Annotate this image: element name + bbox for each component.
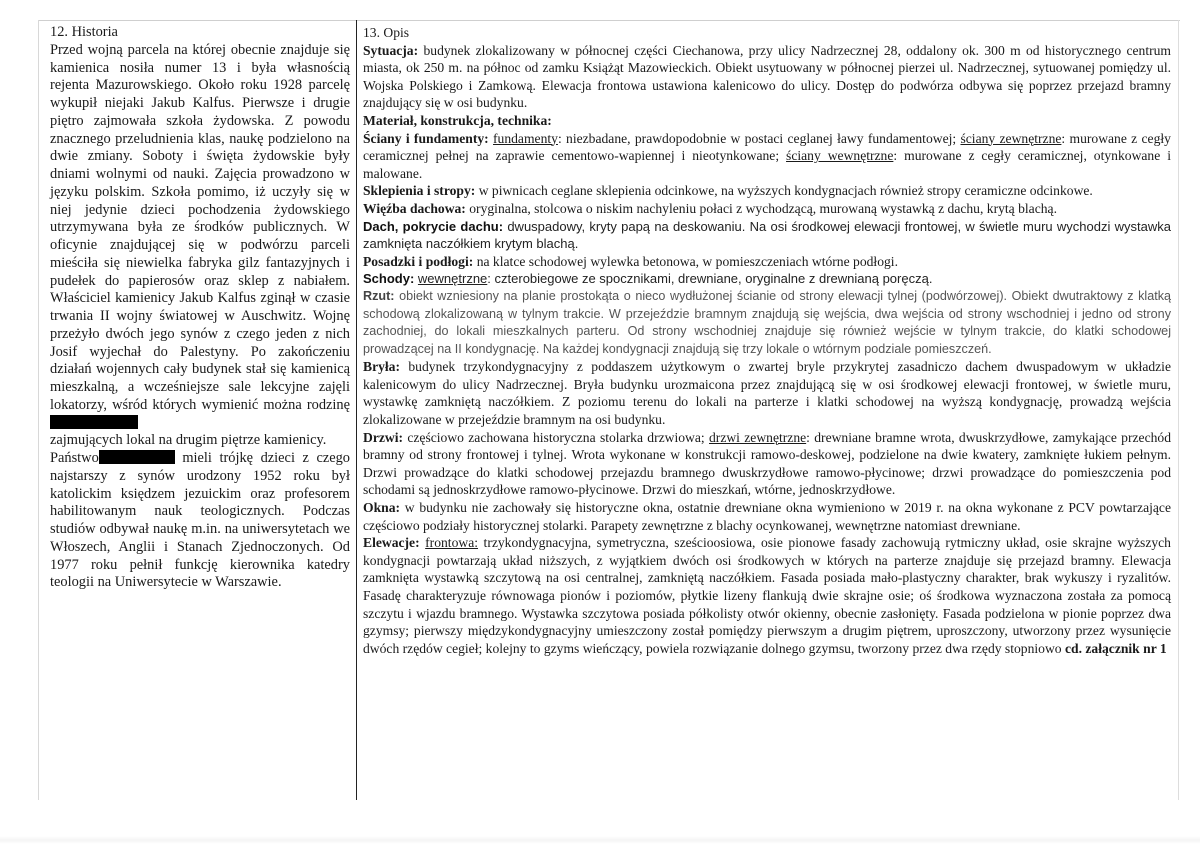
label-sklepienia: Sklepienia i stropy: (363, 183, 476, 199)
text-wiezba: oryginalna, stolcowa o niskim nachyleniu połaci z wychodzącą, murowaną wystawką z dachu, krytą blachą. (469, 200, 1057, 216)
redaction-block (99, 450, 175, 464)
page-frame-right (1178, 20, 1179, 800)
underline-drzwi: drzwi zewnętrzne (709, 429, 807, 445)
section-sciany (363, 130, 1171, 183)
section-bryla (363, 358, 1171, 428)
underline-elewacje: frontowa: (425, 535, 479, 551)
text-drzwi-a: częściowo zachowana historyczna stolarka drzwiowa; (407, 429, 705, 445)
description-column (363, 24, 1171, 657)
text-drzwi-b: : drewniane bramne wrota, dwuskrzydłowe, zamykające przechód bramny od strony frontowej i tylnej. Wrota wykonane w konstrukcji ramowo-deskowej, podzielone na dwie kwatery, zamknięte łukiem pełnym. Drzwi prowadzące do klatki schodowej przejazdu bramnego dwuskrzydłowe ramowo-płycinowe; drzwi prowadzące do pomieszczenia pod schodami są jednoskrzydłowe ramowo-płycinowe. Drzwi do mieszkań, wtórne, jednoskrzydłowe. (363, 429, 1171, 498)
history-paragraph-2: zajmujących lokal na drugim piętrze kamienicy. (50, 432, 327, 449)
section-rzut (363, 288, 1171, 358)
column-divider (356, 20, 357, 800)
text-sytuacja: budynek zlokalizowany w północnej części Ciechanowa, przy ulicy Nadrzecznej 28, oddalony ok. 300 m od historycznego centrum miasta, ok 250 m. na północ od zamku Książąt Mazowieckich. Obiekt usytuowany w północnej pierzei ul. Nadrzecznej, sytuowanej pomiędzy ul. Wojska Polskiego i Zamkową. Elewacja frontowa ustawiona kalenicowo do ulicy. Dostęp do podwórza odbywa się poprzez przejazd bramny znajdujący się w osi budynku. (363, 42, 1171, 111)
text-elewacje: trzykondygnacyjna, symetryczna, sześcioosiowa, osie pionowe fasady zachowują rytmiczny układ, osie skrajne wyższych kondygnacji powtarzają układ niższych, z wyjątkiem dwóch osi środkowych w których na parterze znajduje się przejazd bramny. Elewacja zamknięta wystawką szczytową na osi centralnej, zamkniętą naczółkiem. Fasada posiada mało-plastyczny charakter, brak wykuszy i ryzalitów. Fasadę charakteryzuje równowaga pionów i poziomów, płytkie lizeny flankują dwie skrajne osie; oś środkowa wyznaczona została za pomocą szczytu i wjazdu bramnego. Wystawka szczytowa posiada półkolisty otwór okienny, obecnie zasłonięty. Fasada podzielona w pionie poprzez dwa gzymsy; pierwszy międzykondygnacyjny umieszczony został pomiędzy pierwszym a drugim piętrem, uproszczony, utworzony przez wysunięcie dwóch rzędów cegieł; kolejny to gzyms wieńczący, powiela rozwiązanie dolnego gzymsu, tworzony przez dwa rzędy stopniowo (363, 535, 1171, 656)
page-frame-top (38, 20, 1180, 21)
label-sciany: Ściany i fundamenty: (363, 130, 489, 146)
text-fundamenty: : niezbadane, prawdopodobnie w postaci ceglanej ławy fundamentowej; (557, 130, 957, 146)
heading-material: Materiał, konstrukcja, technika: (363, 112, 552, 128)
scan-artifact (0, 836, 1200, 844)
history-paragraph-3a: Państwo (50, 450, 99, 466)
continuation-note: cd. załącznik nr 1 (1064, 640, 1167, 656)
section-wiezba (363, 200, 1171, 218)
history-column (50, 24, 350, 592)
history-paragraph-1: Przed wojną parcela na której obecnie znajduje się kamienica nosiła numer 13 i była własnością rejenta Mazurowskiego. Około roku 1928 parcelę wykupił niejaki Jakub Kalfus. Pierwsze i drugie piętro zajmowała szkoła żydowska. Z powodu znacznego przeludnienia klas, naukę podzielono na dwie zmiany. Soboty i święta żydowskie były dniami wolnymi od nauki. Zajęcia prowadzono w języku polskim. Szkoła pomimo, iż uczyły się w niej jedynie dzieci pochodzenia żydowskiego utrzymywana była ze środków publicznych. W oficynie znajdującej się w podwórzu parceli mieściła się niewielka fabryka gilz fantazyjnych i pudełek do papierosów oraz sklep z nabiałem. Właściciel kamienicy Jakub Kalfus zginął w czasie trwania II wojny światowej w Auschwitz. Wojnę przeżyło dwóch jego synów z czego jeden z nich Josif wyjechał do Palestyny. Po zakończeniu działań wojennych cały budynek stał się kamienicą mieszkalną, a wcześniejsze sale lekcyjne zajęli lokatorzy, wśród których wymienić można rodzinę (50, 41, 350, 413)
underline-fundamenty: fundamenty (493, 130, 558, 146)
label-bryla: Bryła: (363, 359, 400, 375)
section-drzwi (363, 429, 1171, 499)
underline-schody: wewnętrzne (417, 271, 488, 287)
label-schody: Schody: (363, 271, 415, 287)
section-okna (363, 499, 1171, 534)
label-dach: Dach, pokrycie dachu: (363, 218, 504, 234)
label-drzwi: Drzwi: (363, 429, 404, 445)
text-dach: dwuspadowy, kryty papą na deskowaniu. Na osi środkowej elewacji frontowej, w świetle muru wychodzi wystawka zamknięta naczółkiem krytym blachą. (363, 218, 1171, 252)
history-paragraph-3b: mieli trójkę dzieci z czego najstarszy z synów urodzony 1952 roku był katolickim księdzem jezuickim oraz profesorem habilitowanym nauk teologicznych. Podczas studiów odbywał naukę m.in. na uniwersytetach we Włoszech, Anglii i Stanach Zjednoczonych. Od 1977 roku pełnił funkcję kierownika katedry teologii na Uniwersytecie w Warszawie. (50, 450, 350, 591)
history-title: 12. Historia (50, 24, 118, 40)
label-elewacje: Elewacje: (363, 535, 420, 551)
text-sciany-wew: : murowane z cegły ceramicznej, otynkowane i malowane. (363, 148, 1171, 181)
description-title: 13. Opis (363, 25, 410, 40)
section-sklepienia (363, 182, 1171, 200)
section-dach (363, 218, 1171, 253)
section-elewacje (363, 534, 1171, 657)
underline-sciany-wew: ściany wewnętrzne (786, 148, 894, 164)
label-posadzki: Posadzki i podłogi: (363, 253, 474, 269)
section-schody (363, 270, 1171, 288)
text-schody: : czterobiegowe ze spocznikami, drewniane, oryginalne z drewnianą poręczą. (487, 271, 933, 287)
text-sklepienia: w piwnicach ceglane sklepienia odcinkowe, na wyższych kondygnacjach również stropy ceramiczne odcinkowe. (478, 183, 1093, 199)
text-bryla: budynek trzykondygnacyjny z poddaszem użytkowym o zwartej bryle przykrytej zasadniczo dachem dwuspadowym w układzie kalenicowym do ulicy Nadrzecznej. Bryła budynku urozmaicona przez znajdującą się w osi środkowej elewacji frontowej, w świetle muru, wystawkę zamkniętą naczółkiem. Z poziomu terenu do lokali na parterze i klatki schodowej na wyższą kondygnację, prowadzą wejścia zlokalizowane w przejeździe bramnym na osi budynku. (363, 359, 1171, 428)
redaction-block (50, 415, 138, 429)
section-posadzki (363, 253, 1171, 271)
text-rzut: obiekt wzniesiony na planie prostokąta o nieco wydłużonej ścianie od strony elewacji tylnej (podwórzowej). Obiekt dwutraktowy z klatką schodową zlokalizowaną w tylnym trakcie. W przejeździe bramnym znajdują się wejścia, dwa wejścia od strony wschodniej i jedno od strony zachodniej, do lokali mieszkalnych parteru. Od strony wschodniej znajduje się również wejście w tylnym trakcie, do klatki schodowej prowadzącej na II kondygnację. Na każdej kondygnacji znajdują się trzy lokale o wtórnym podziale pomieszczeń. (363, 288, 1172, 356)
label-wiezba: Więźba dachowa: (363, 200, 466, 216)
text-sciany-zew: : murowane z cegły ceramicznej pełnej na zaprawie cementowo-wapiennej i nieotynkowane; (363, 130, 1171, 164)
text-okna: w budynku nie zachowały się historyczne okna, ostatnie drewniane okna wymieniono w 2019 r. na okna wykonane z PCV powtarzające częściowo podziały historycznej stolarki. Parapety zewnętrzne z blachy ocynkowanej, wewnętrzne natomiast drewniane. (363, 500, 1172, 533)
label-rzut: Rzut: (363, 288, 395, 303)
section-sytuacja (363, 42, 1171, 112)
history-text (50, 42, 350, 592)
label-sytuacja: Sytuacja: (363, 42, 419, 58)
page-frame-left (38, 20, 39, 800)
underline-sciany-zew: ściany zewnętrzne (960, 130, 1062, 146)
text-posadzki: na klatce schodowej wylewka betonowa, w pomieszczeniach wtórne podłogi. (476, 253, 898, 269)
label-okna: Okna: (363, 500, 401, 516)
